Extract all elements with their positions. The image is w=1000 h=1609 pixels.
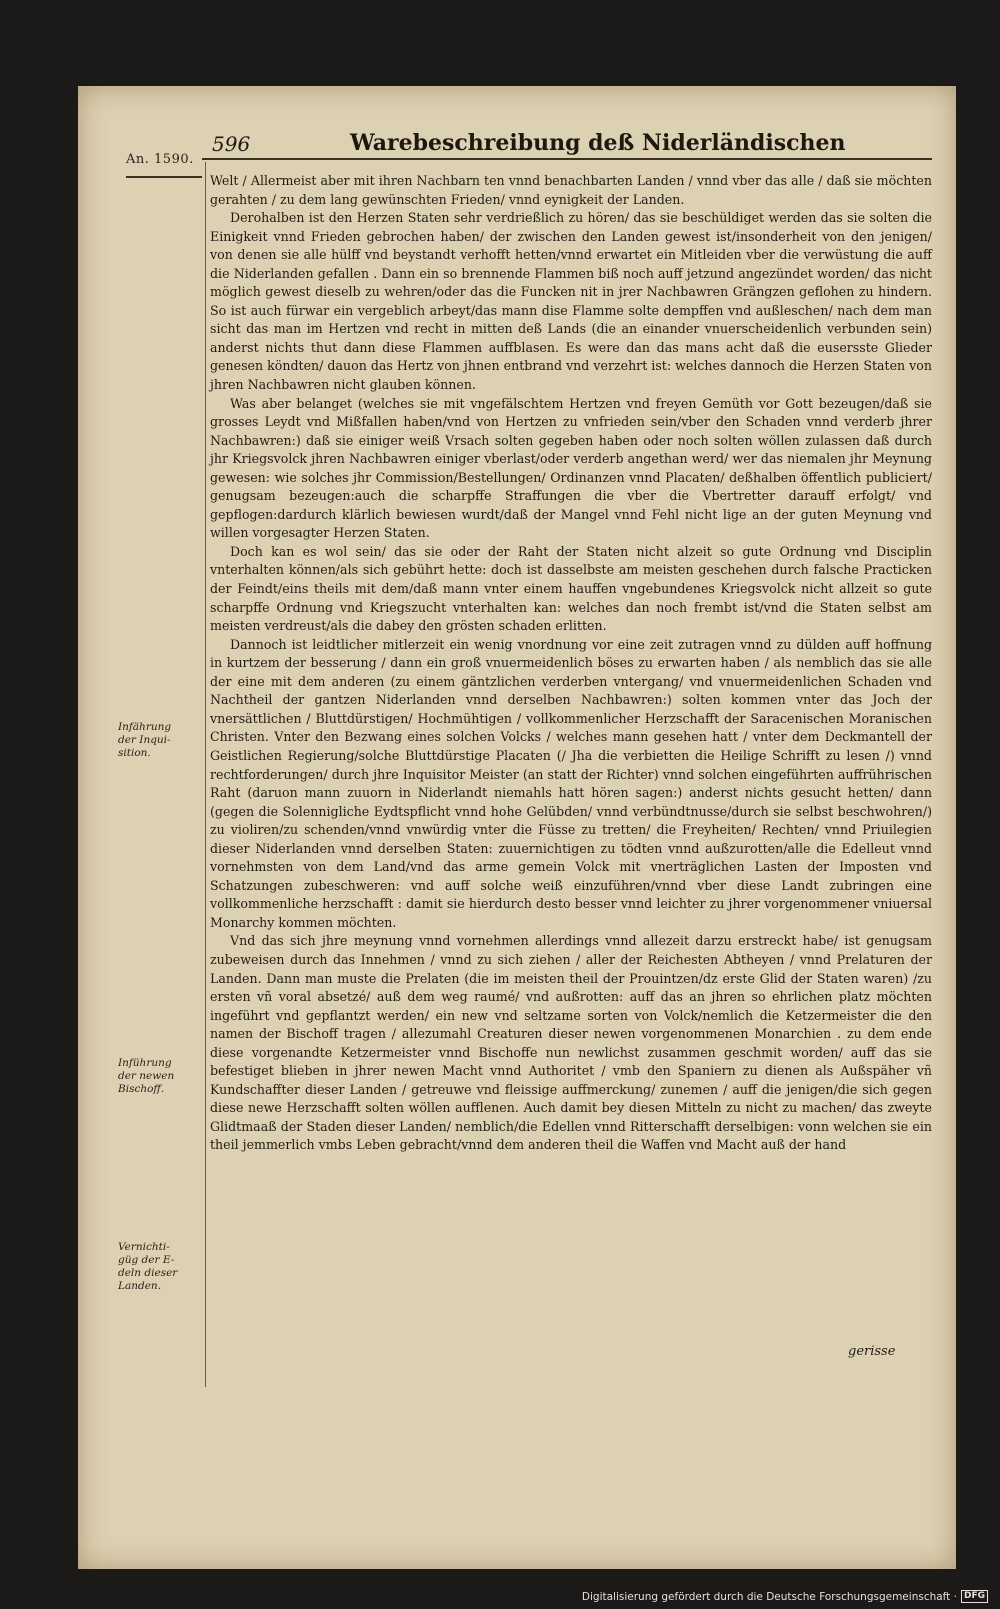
footer-credit <box>582 1590 988 1603</box>
body-text <box>210 172 932 1155</box>
paragraph: Derohalben ist den Herzen Staten sehr verdrießlich zu hören/ das sie beschüldiget werden das sie solten die Einigkeit vnnd Frieden gebrochen haben/ der zwischen den Landen gewest ist/insonderheit von den jenigen/ von denen sie alle hülff vnd beystandt verhofft hetten/vnnd erwartet ein Mitleiden vber die verwüstung die auff die Niderlanden gefallen . Dann ein so brennende Flammen biß noch auff jetzund angezündet worden/ das nicht möglich gewest dieselb zu wehren/oder das die Funcken nit in jrer Nachbawren Grängzen geflohen zu hindern. So ist auch fürwar ein vergeblich arbeyt/das mann dise Flamme solte dempffen vnd außleschen/ nach dem man sicht das man im Hertzen vnd recht in mitten deß Lands (die an einander vnuerscheidenlich verbunden sein) anderst nichts thut dann diese Flammen auffblasen. Es were dan das mans acht daß die eusersste Glieder genesen köndten/ dauon das Hertz von jhnen entbrand vnd verzehrt ist: welches dannoch die Herzen Staten von jhren Nachbawren nicht glauben können. <box>210 210 932 393</box>
page-number: 596 <box>212 132 251 156</box>
header-rule <box>202 158 932 160</box>
year-marginal: An. 1590. <box>126 152 194 167</box>
dfg-logo-icon: DFG <box>961 1590 988 1603</box>
year-rule <box>126 176 202 178</box>
footer-credit-text: Digitalisierung gefördert durch die Deutsche Forschungsgemeinschaft · <box>581 1590 957 1603</box>
paragraph: Welt / Allermeist aber mit ihren Nachbarn ten vnnd benachbarten Landen / vnnd vber das alle / daß sie möchten gerahten / zu dem lang gewünschten Frieden/ vnnd eynigkeit der Landen. <box>210 173 932 207</box>
margin-rule <box>205 162 206 1387</box>
paragraph: Dannoch ist leidtlicher mitlerzeit ein wenig vnordnung vor eine zeit zutragen vnnd zu dülden auff hoffnung in kurtzem der besserung / dann ein groß vnuermeidenlich böses zu erwarten haben / als nemblich das sie alle der eine mit dem anderen (zu einem gäntzlichen verderben vntergang/ vnd vnuermeidenlichen Schaden vnd Nachtheil der gantzen Niderlanden vnnd derselben Nachbawren:) solten kommen vnter das Joch der vnersättlichen / Bluttdürstigen/ Hochmühtigen / vollkommenlicher Herzschafft der Saracenischen Moranischen Christen. Vnter den Bezwang eines solchen Volcks / welches mann gesehen hatt / vnter dem Deckmantell der Geistlichen Regierung/solche Bluttdürstige Placaten (/ Jha die verbietten die Heilige Schrifft zu lesen /) vnnd rechtforderungen/ durch jhre Inquisitor Meister (an statt der Richter) vnnd solchen eingeführten auffrührischen Raht (daruon mann zuuorn in Niderlandt niemahls hatt hören sagen:) anderst nichts gesucht hetten/ dann (gegen die Solennigliche Eydtspflicht vnnd hohe Gelübden/ vnnd verbündtnusse/durch sie selbst beschwohren/) zu violiren/zu schenden/vnnd vnwürdig vnter die Füsse zu tretten/ die Freyheiten/ Rechten/ vnnd Priuilegien dieser Niderlanden vnnd derselben Staten: zuuernichtigen zu tödten vnnd außzurotten/alle die Edelleut vnnd vornehmsten von dem Land/vnd das arme gemein Volck mit vnerträglichen Lasten der Imposten vnd Schatzungen zubeschweren: vnd auff solche weiß einzuführen/vnnd vber diese Landt zubringen eine vollkommenliche herzschafft : damit sie hierdurch desto besser vnnd leichter zu jhrer vorgenommener vniuersal Monarchy kommen möchten. <box>210 636 932 930</box>
paragraph: Vnd das sich jhre meynung vnnd vornehmen allerdings vnnd allezeit darzu erstreckt habe/ ist genugsam zubeweisen durch das Innehmen / vnnd zu sich ziehen / aller der Reichesten Abtheyen / vnnd Prelaturen der Landen. Dann man muste die Prelaten (die im meisten theil der Prouintzen/dz erste Glid der Staten waren) /zu ersten vñ voral absetzé/ auß dem weg raumé/ vnd außrotten: auff das an jhren so ehrlichen platz möchten ingeführt vnd gepflantzt werden/ ein new vnd seltzame sorten von Volck/nemlich die Ketzermeister die den namen der Bischoff tragen / allezumahl Creaturen dieser newen vorgenommenen Monarchien . zu dem ende diese vorgenandte Ketzermeister vnnd Bischoffe nun newlichst zusammen geschmit worden/ auff das sie befestiget blieben in jhrer newen Macht vnnd Authoritet / vmb den Spaniern zu dienen als Außspäher vñ Kundschaffter dieser Landen / getreuwe vnd fleissige auffmerckung/ zunemen / auff die jenigen/die sich gegen diese newe Herzschafft solten wöllen aufflenen. Auch damit bey diesen Mitteln zu nicht zu machen/ das zweyte Glidtmaaß der Staden dieser Landen/ nemblich/die Edellen vnnd Ritterschafft derselbigen: vonn welchen sie ein theil jemmerlich vmbs Leben gebracht/vnnd dem anderen theil die Waffen vnd Macht auß der hand <box>210 933 932 1153</box>
paragraph: Doch kan es wol sein/ das sie oder der Raht der Staten nicht alzeit so gute Ordnung vnd Disciplin vnterhalten können/als sich gebührt hette: doch ist dasselbste am meisten geschehen durch falsche Practicken der Feindt/eins theils mit dem/daß mann vnter einem hauffen vngebundenes Kriegsvolck nicht allzeit so gute scharpffe Ordnung vnd Kriegszucht vnterhalten kan: welches dan noch frembt ist/vnd die Staten selbst am meisten verdreust/als die dabey den grösten schaden erlitten. <box>210 543 932 634</box>
catchword: gerisse <box>848 1344 896 1359</box>
marginal-note-inquisition: Infährung der Inqui- sition. <box>118 721 172 759</box>
marginal-note-nobles: Vernichti- güg der E- deln dieser Landen. <box>118 1241 178 1292</box>
marginal-note-bishops: Inführung der newen Bischoff. <box>118 1057 175 1095</box>
running-title: Warebeschreibung deß Niderländischen <box>350 130 846 156</box>
paragraph: Was aber belanget (welches sie mit vngefälschtem Hertzen vnd freyen Gemüth vor Gott bezeugen/daß sie grosses Leydt vnd Mißfallen haben/vnd von Hertzen zu vnfrieden sein/vber den Schaden vnnd verderb jhrer Nachbawren:) daß sie einiger weiß Vrsach solten gegeben haben oder noch solten wöllen zulassen daß durch jhr Kriegsvolck jhren Nachbawren einiger vberlast/oder verderb angethan werd/ wer das niemalen jhr Meynung gewesen: wie solches jhr Commission/Bestellungen/ Ordinanzen vnnd Placaten/ deßhalben öffentlich publiciert/ genugsam bezeugen:auch die scharpffe Straffungen die vber die Vbertretter darauff erfolgt/ vnd gepflogen:dardurch klärlich bewiesen wurdt/daß der Mangel vnnd Fehl nicht lige an der guten Meynung vnd willen vorgesagter Herzen Staten. <box>210 395 932 541</box>
